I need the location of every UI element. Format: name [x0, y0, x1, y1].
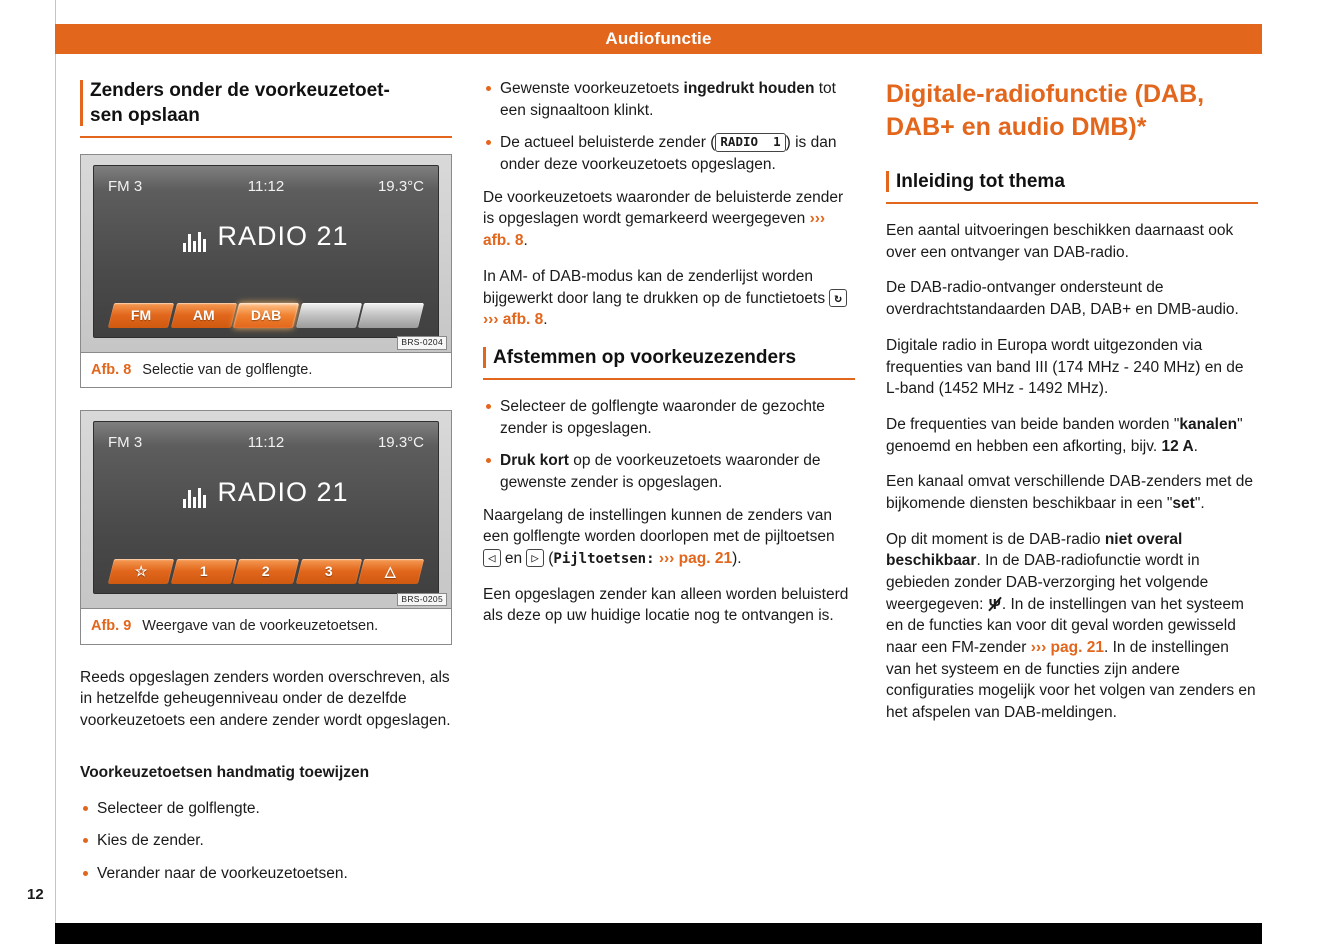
paragraph-dab-channels — [886, 414, 1258, 457]
text-segment: . — [1193, 437, 1198, 455]
text-segment: . In de DAB-radiofunctie wordt in gebieden zonder DAB-verzorging het volgende weergegeven: — [886, 552, 1209, 613]
cross-reference-link[interactable]: ››› afb. 8 — [483, 210, 826, 250]
empty-button — [296, 303, 362, 328]
fm-button-label: FM — [130, 306, 151, 323]
figure-afb8 — [80, 154, 452, 388]
text-segment: . — [523, 232, 528, 250]
no-dab-reception-icon: Ψ — [988, 595, 1001, 613]
paragraph-dab-frequencies: Digitale radio in Europa wordt uitgezonden via frequenties van band III (174 MHz - 240 MHz) en de L-band (1452 MHz - 1492 MHz). — [886, 336, 1244, 398]
radio-screen — [93, 421, 439, 594]
page-header-title: Audiofunctie — [605, 29, 712, 48]
text-segment: ". — [1194, 494, 1205, 512]
text-segment: tot een signaaltoon klinkt. — [500, 80, 836, 119]
text-segment: In AM- of DAB-modus kan de zenderlijst worden bijgewerkt door lang te drukken op de functietoets — [483, 267, 830, 307]
figure-caption — [81, 608, 451, 643]
preset-2-button: 2 — [233, 559, 299, 584]
radio-status-row — [108, 176, 424, 197]
dab-button — [233, 303, 299, 328]
text-segment: . In de instellingen van het systeem en de functies kan voor dit geval worden gewisseld naar een FM-zender — [886, 595, 1244, 657]
text-segment: . In de instellingen van het systeem en de functies zijn andere configuraties mogelijk voor het volgen van zenders en het afspelen van DAB-meldingen. — [886, 639, 1256, 722]
bullet-item: Selecteer de golflengte. — [80, 798, 452, 820]
signal-strength-icon — [183, 232, 206, 252]
text-segment: Een kanaal omvat verschillende DAB-zenders met de bijkomende diensten beschikbaar in een " — [886, 473, 1254, 512]
cross-reference-link[interactable]: ››› afb. 8 — [483, 311, 544, 329]
preset-more-button — [358, 559, 424, 584]
paragraph-reception-note: Een opgeslagen zender kan alleen worden beluisterd als deze op uw huidige locatie nog te ontvangen is. — [483, 585, 849, 625]
left-arrow-key: ◁ — [483, 549, 501, 567]
content-columns — [80, 78, 1258, 896]
figure-caption — [81, 352, 451, 387]
text-segment: op de voorkeuzetoets waaronder de gewenste zender is opgeslagen. — [500, 452, 821, 492]
column-right — [886, 78, 1258, 896]
empty-button — [358, 303, 424, 328]
radio-screen — [93, 165, 439, 338]
waveband-button-row — [108, 303, 424, 328]
radio-display-illustration-afb9 — [81, 411, 451, 608]
text-segment: ) is dan onder deze voorkeuzetoets opgeslagen. — [500, 134, 837, 174]
text-segment: Naargelang de instellingen kunnen de zenders van een golflengte worden doorlopen met de pijltoetsen — [483, 506, 835, 546]
star-icon: ☆ — [134, 563, 148, 580]
station-row — [94, 218, 438, 256]
station-row — [94, 474, 438, 512]
cross-reference-link[interactable]: ››› pag. 21 — [1030, 639, 1104, 657]
preset-3-button: 3 — [296, 559, 362, 584]
figure-code: BRS-0204 — [397, 336, 447, 350]
paragraph-dab-set — [886, 471, 1258, 514]
signal-strength-icon — [183, 488, 206, 508]
am-button — [170, 303, 236, 328]
cross-reference-link[interactable]: ››› pag. 21 — [658, 550, 733, 568]
figure-afb9 — [80, 410, 452, 644]
column-middle — [483, 78, 855, 896]
paragraph-preset-marked — [483, 187, 855, 252]
text-segment: De frequenties van beide banden worden " — [886, 415, 1180, 433]
paragraph-dab-availability: Een aantal uitvoeringen beschikken daarnaast ook over een ontvanger van DAB-radio. — [886, 222, 1234, 261]
radio-status-row — [108, 432, 424, 453]
chapter-title-dab: Digitale-radiofunctie (DAB, DAB+ en audio DMB)* — [886, 80, 1205, 141]
text-segment: " genoemd en hebben een afkorting, bijv. — [886, 415, 1243, 455]
bottom-bar — [55, 923, 1262, 944]
text-segment: De actueel beluisterde zender ( — [500, 134, 716, 152]
figure-label: Afb. 9 — [91, 618, 132, 635]
inline-b: niet overal beschikbaar — [886, 530, 1183, 570]
text-segment: ( — [543, 550, 554, 568]
section-heading-store-presets: Zenders onder de voorkeuzetoet- sen opslaan — [80, 78, 452, 138]
station-name: RADIO 21 — [217, 477, 349, 508]
paragraph-update-list — [483, 266, 855, 331]
inline-b: ingedrukt houden — [683, 80, 815, 97]
update-station-list-key: ↻ — [829, 289, 847, 307]
clock: 11:12 — [247, 434, 285, 452]
inline-b: 12 A — [1161, 437, 1194, 455]
triangle-up-icon: △ — [385, 563, 397, 580]
radio-1-key: RADIO 1 — [715, 133, 785, 151]
figure-label: Afb. 8 — [91, 362, 132, 379]
temperature: 19.3°C — [377, 178, 424, 196]
figure-code: BRS-0205 — [397, 593, 447, 607]
inline-b: kanalen — [1179, 415, 1238, 433]
text-segment: Gewenste voorkeuzetoets — [500, 80, 684, 97]
text-segment: Op dit moment is de DAB-radio — [886, 530, 1105, 548]
preset-star-button — [108, 559, 174, 584]
paragraph-arrow-keys — [483, 505, 855, 570]
preset-button-row — [108, 559, 424, 584]
figure-caption-text: Selectie van de golflengte. — [142, 362, 313, 379]
paragraph-overwrite-note: Reeds opgeslagen zenders worden overschreven, als in hetzelfde geheugenniveau onder de dezelfde voorkeuzetoets een andere zender wordt opgeslagen. — [80, 668, 451, 730]
fm-button — [108, 303, 174, 328]
dab-button-label: DAB — [250, 306, 282, 323]
inline-mono: Pijltoetsen: — [553, 551, 655, 568]
section-heading-tune-presets: Afstemmen op voorkeuzezenders — [483, 345, 855, 380]
bullet-item — [483, 450, 855, 493]
paragraph-dab-coverage — [886, 529, 1258, 724]
page-number: 12 — [27, 886, 44, 903]
text-segment: . — [543, 311, 548, 329]
bullet-item: Kies de zender. — [80, 830, 452, 852]
figure-caption-text: Weergave van de voorkeuzetoetsen. — [142, 618, 379, 635]
paragraph-dab-standards: De DAB-radio-ontvanger ondersteunt de overdrachtstandaarden DAB, DAB+ en DMB-audio. — [886, 279, 1239, 319]
preset-1-button: 1 — [170, 559, 236, 584]
bullet-item — [483, 78, 855, 121]
text-segment: en — [500, 550, 527, 568]
page-header-bar — [55, 24, 1262, 54]
page-gutter-line — [55, 0, 56, 944]
section-heading-intro: Inleiding tot thema — [886, 169, 1258, 204]
inline-b: Druk kort — [500, 452, 569, 470]
clock: 11:12 — [247, 178, 285, 196]
right-arrow-key: ▷ — [526, 549, 544, 567]
band-indicator: FM 3 — [108, 434, 143, 452]
temperature: 19.3°C — [377, 434, 424, 452]
bullet-item — [483, 132, 855, 175]
bullet-item: Selecteer de golflengte waaronder de gezochte zender is opgeslagen. — [483, 396, 855, 439]
text-segment: ). — [732, 550, 742, 568]
column-left — [80, 78, 452, 896]
am-button-label: AM — [192, 306, 215, 323]
band-indicator: FM 3 — [108, 178, 143, 196]
subsection-heading-manual-assign: Voorkeuzetoetsen handmatig toewijzen — [80, 763, 370, 781]
radio-display-illustration-afb8 — [81, 155, 451, 352]
bullet-item: Verander naar de voorkeuzetoetsen. — [80, 863, 452, 885]
station-name: RADIO 21 — [217, 221, 349, 252]
inline-b: set — [1172, 494, 1195, 512]
text-segment: De voorkeuzetoets waaronder de beluisterde zender is opgeslagen wordt gemarkeerd weergegeven — [483, 188, 844, 228]
